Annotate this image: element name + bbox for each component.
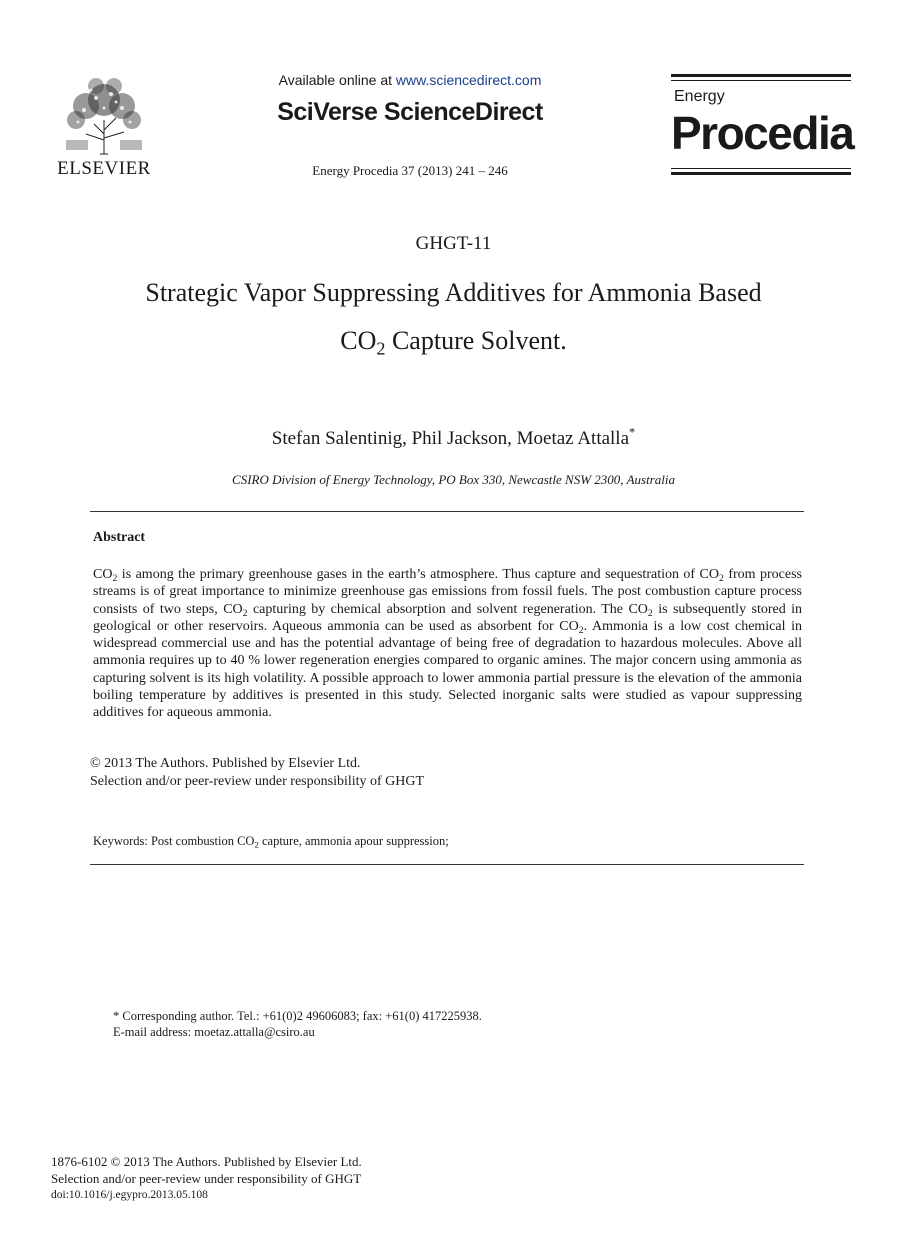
platform-logo: SciVerse ScienceDirect <box>277 98 543 126</box>
copyright-line1: © 2013 The Authors. Published by Elsevier Ltd. <box>90 756 361 771</box>
elsevier-tree-icon <box>56 74 152 156</box>
journal-small-name: Energy <box>674 88 725 105</box>
page-footer <box>51 1153 362 1204</box>
divider-bottom <box>90 864 804 865</box>
logo-top-rule-thin <box>671 80 851 81</box>
abstract-body: $CO_2$ is among the primary greenhouse gases in the earth’s atmosphere. Thus capture and sequestration of $CO_2$ from process streams is of great importance to minimize greenhouse gas emissions from fossil fuels. The post combustion capture process consists of two steps, $CO_2$ capturing by chemical absorption and solvent regeneration. The $CO_2$ is subsequently stored in geological or other reservoirs. Aqueous ammonia can be used as absorbent for $CO_2$. Ammonia is a low cost chemical in widespread commercial use and has the potential advantage of being free of degradation to hazardous molecules. Above all ammonia requires up to 40 % lower regeneration energies compared to organic amines. The major concern using ammonia as capturing solvent is its high volatility. A possible approach to lower ammonia partial pressure is the elevation of the ammonia boiling temperature by additives is presented in this study. Selected inorganic salts were studied as vapour suppressing additives for aqueous ammonia. <box>93 567 803 721</box>
conference-name: GHGT-11 <box>415 233 492 254</box>
copyright-notice <box>90 755 424 791</box>
abstract-heading: Abstract <box>93 530 146 545</box>
footer-review-note: Selection and/or peer-review under responsibility of GHGT <box>51 1171 362 1186</box>
elsevier-logo <box>56 74 152 178</box>
sciencedirect-link[interactable]: www.sciencedirect.com <box>395 72 542 88</box>
doi[interactable]: doi:10.1016/j.egypro.2013.05.108 <box>51 1189 208 1201</box>
authors: Stefan Salentinig, Phil Jackson, Moetaz Attalla* <box>271 425 636 449</box>
journal-big-name: Procedia <box>671 107 854 159</box>
footnote <box>113 1008 482 1040</box>
available-online <box>200 72 620 88</box>
copyright-line2: Selection and/or peer-review under responsibility of GHGT <box>90 774 425 789</box>
logo-top-rule-thick <box>671 74 851 77</box>
divider-top <box>90 511 804 512</box>
journal-citation: Energy Procedia 37 (2013) 241 – 246 <box>312 163 508 178</box>
corresponding-author-contact: * Corresponding author. Tel.: +61(0)2 49606083; fax: +61(0) 417225938. <box>113 1009 482 1023</box>
energy-procedia-logo <box>671 74 854 178</box>
email-address: E-mail address: moetaz.attalla@csiro.au <box>113 1025 315 1039</box>
corresponding-author-mark: * <box>629 425 636 440</box>
available-prefix: Available online at <box>278 72 396 88</box>
affiliation: CSIRO Division of Energy Technology, PO Box 330, Newcastle NSW 2300, Australia <box>232 472 675 487</box>
issn-copyright: 1876-6102 © 2013 The Authors. Published by Elsevier Ltd. <box>51 1154 362 1169</box>
publisher-name: ELSEVIER <box>57 158 151 179</box>
logo-bottom-rule-thick <box>671 172 851 175</box>
paper-title-line1: Strategic Vapor Suppressing Additives for Ammonia Based <box>145 278 762 307</box>
keywords: Keywords: Post combustion $CO_2$ capture, ammonia apour suppression; <box>93 834 449 850</box>
paper-title-line2: $CO_2$ Capture Solvent. <box>340 326 567 359</box>
logo-bottom-rule-thin <box>671 168 851 169</box>
